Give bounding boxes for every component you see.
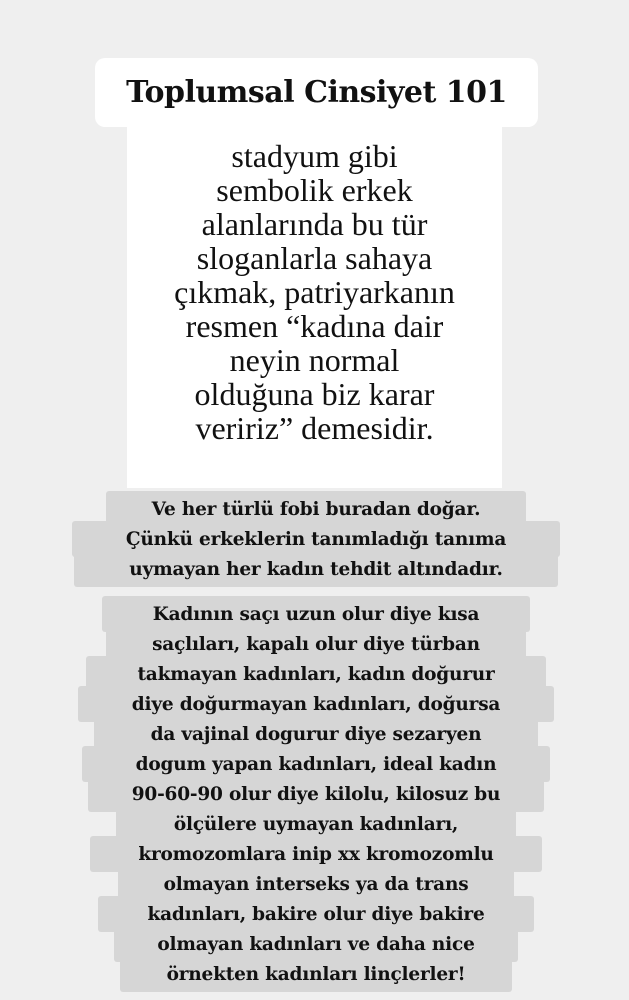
quote-line: sembolik erkek	[216, 172, 413, 208]
highlight-line: takmayan kadınları, kadın doğurur	[86, 656, 546, 692]
quote-line: alanlarında bu tür	[201, 206, 428, 242]
quote-line: veririz” demesidir.	[195, 410, 434, 446]
highlight-line: da vajinal dogurur diye sezaryen	[94, 716, 538, 752]
highlight-line: ölçülere uymayan kadınları,	[116, 806, 516, 842]
highlight-line: Çünkü erkeklerin tanımladığı tanıma	[72, 521, 560, 557]
highlight-line: Ve her türlü fobi buradan doğar.	[106, 491, 526, 527]
highlight-line: 90-60-90 olur diye kilolu, kilosuz bu	[88, 776, 544, 812]
quote-line: olduğuna biz karar	[194, 376, 435, 412]
highlight-line: uymayan her kadın tehdit altındadır.	[74, 551, 558, 587]
quote-card	[127, 127, 502, 488]
highlight-line: Kadının saçı uzun olur diye kısa	[102, 596, 530, 632]
quote-line: çıkmak, patriyarkanın	[174, 274, 455, 310]
highlight-line: kadınları, bakire olur diye bakire	[98, 896, 534, 932]
quote-line: resmen “kadına dair	[185, 308, 444, 344]
quote-line: neyin normal	[229, 342, 400, 378]
highlight-line: olmayan interseks ya da trans	[118, 866, 514, 902]
highlight-line: diye doğurmayan kadınları, doğursa	[78, 686, 554, 722]
highlight-line: kromozomlara inip xx kromozomlu	[90, 836, 542, 872]
highlight-line: dogum yapan kadınları, ideal kadın	[82, 746, 550, 782]
highlight-line: olmayan kadınları ve daha nice	[114, 926, 518, 962]
quote-line: stadyum gibi	[231, 138, 398, 174]
title-card	[95, 58, 538, 127]
highlight-line: saçlıları, kapalı olur diye türban	[106, 626, 526, 662]
quote-line: sloganlarla sahaya	[196, 240, 433, 276]
highlight-line: örnekten kadınları linçlerler!	[120, 956, 512, 992]
story-title: Toplumsal Cinsiyet 101	[126, 75, 507, 110]
